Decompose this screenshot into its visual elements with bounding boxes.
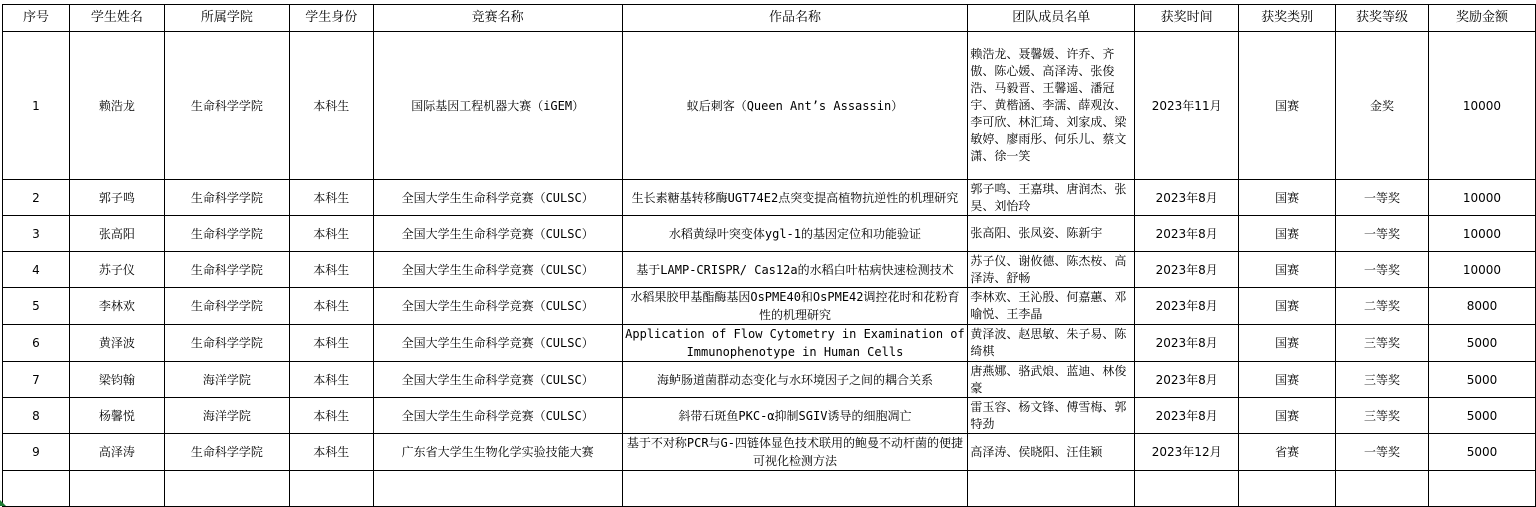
cell-college[interactable]: 生命科学学院 [164,325,289,362]
cell-work[interactable]: Application of Flow Cytometry in Examination of Immunophenotype in Human Cells [622,325,968,362]
cell-level[interactable]: 金奖 [1336,32,1429,180]
table-row [3,32,1536,180]
cell-members[interactable]: 高泽涛、侯晓阳、汪佳颖 [968,434,1135,471]
cell-time[interactable]: 2023年8月 [1135,288,1239,325]
cell-level[interactable]: 三等奖 [1336,398,1429,434]
cell-identity[interactable]: 本科生 [289,252,373,288]
cell-identity[interactable]: 本科生 [289,216,373,252]
cell-no[interactable]: 5 [3,288,70,325]
cell-name[interactable]: 杨馨悦 [69,398,164,434]
cell-amount[interactable]: 5000 [1428,434,1535,471]
cell-identity[interactable]: 本科生 [289,180,373,216]
cell-name[interactable]: 苏子仪 [69,252,164,288]
empty-cell[interactable] [622,471,968,507]
table-row [3,252,1536,288]
header-student-name[interactable]: 学生姓名 [69,5,164,32]
cell-members[interactable]: 张高阳、张凤姿、陈新宇 [968,216,1135,252]
header-amount[interactable]: 奖励金额 [1428,5,1535,32]
cell-identity[interactable]: 本科生 [289,288,373,325]
cell-identity[interactable]: 本科生 [289,32,373,180]
cell-members[interactable]: 雷玉容、杨文锋、傅雪梅、郭特劲 [968,398,1135,434]
cell-time[interactable]: 2023年8月 [1135,398,1239,434]
empty-cell[interactable] [373,471,622,507]
cell-time[interactable]: 2023年8月 [1135,362,1239,398]
cell-competition[interactable]: 全国大学生生命科学竞赛（CULSC） [373,288,622,325]
cell-name[interactable]: 梁钧翰 [69,362,164,398]
cell-competition[interactable]: 全国大学生生命科学竞赛（CULSC） [373,180,622,216]
cell-level[interactable]: 一等奖 [1336,180,1429,216]
header-identity[interactable]: 学生身份 [289,5,373,32]
cell-identity[interactable]: 本科生 [289,398,373,434]
cell-level[interactable]: 三等奖 [1336,362,1429,398]
cell-work[interactable]: 生长素糖基转移酶UGT74E2点突变提高植物抗逆性的机理研究 [622,180,968,216]
cell-members[interactable]: 郭子鸣、王嘉琪、唐润杰、张昊、刘怡玲 [968,180,1135,216]
cell-name[interactable]: 郭子鸣 [69,180,164,216]
empty-cell[interactable] [1428,471,1535,507]
table-row [3,216,1536,252]
cell-no[interactable]: 7 [3,362,70,398]
cell-category[interactable]: 国赛 [1239,325,1336,362]
cell-time[interactable]: 2023年11月 [1135,32,1239,180]
cell-work[interactable]: 斜带石斑鱼PKC-α抑制SGIV诱导的细胞凋亡 [622,398,968,434]
cell-no[interactable]: 4 [3,252,70,288]
cell-college[interactable]: 海洋学院 [164,398,289,434]
cell-members[interactable]: 苏子仪、谢攸德、陈杰桉、高泽涛、舒畅 [968,252,1135,288]
cell-amount[interactable]: 10000 [1428,32,1535,180]
cell-competition[interactable]: 全国大学生生命科学竞赛（CULSC） [373,216,622,252]
cell-amount[interactable]: 8000 [1428,288,1535,325]
cell-level[interactable]: 一等奖 [1336,434,1429,471]
empty-row [3,471,1536,507]
award-table [2,4,1536,507]
cell-competition[interactable]: 广东省大学生生物化学实验技能大赛 [373,434,622,471]
header-competition[interactable]: 竞赛名称 [373,5,622,32]
cell-competition[interactable]: 全国大学生生命科学竞赛（CULSC） [373,398,622,434]
cell-competition[interactable]: 国际基因工程机器大赛（iGEM） [373,32,622,180]
cell-competition[interactable]: 全国大学生生命科学竞赛（CULSC） [373,252,622,288]
header-time[interactable]: 获奖时间 [1135,5,1239,32]
table-row [3,398,1536,434]
cell-name[interactable]: 李林欢 [69,288,164,325]
cell-identity[interactable]: 本科生 [289,325,373,362]
header-work[interactable]: 作品名称 [622,5,968,32]
cell-time[interactable]: 2023年8月 [1135,252,1239,288]
cell-category[interactable]: 国赛 [1239,32,1336,180]
cell-competition[interactable]: 全国大学生生命科学竞赛（CULSC） [373,325,622,362]
cell-name[interactable]: 黄泽波 [69,325,164,362]
cell-no[interactable]: 6 [3,325,70,362]
cell-category[interactable]: 国赛 [1239,398,1336,434]
cell-college[interactable]: 生命科学学院 [164,252,289,288]
cell-members[interactable]: 李林欢、王沁殷、何嘉蕙、邓喻悦、王李晶 [968,288,1135,325]
cell-name[interactable]: 赖浩龙 [69,32,164,180]
cell-category[interactable]: 国赛 [1239,216,1336,252]
cell-category[interactable]: 国赛 [1239,288,1336,325]
cell-members[interactable]: 唐燕娜、骆武烺、蓝迪、林俊豪 [968,362,1135,398]
cell-work[interactable]: 水稻黄绿叶突变体ygl-1的基因定位和功能验证 [622,216,968,252]
cell-amount[interactable]: 5000 [1428,325,1535,362]
table-row [3,325,1536,362]
header-college[interactable]: 所属学院 [164,5,289,32]
cell-name[interactable]: 张高阳 [69,216,164,252]
cell-work[interactable]: 基于不对称PCR与G-四链体显色技术联用的鲍曼不动杆菌的便捷可视化检测方法 [622,434,968,471]
cell-college[interactable]: 生命科学学院 [164,180,289,216]
empty-cell[interactable] [3,471,70,507]
cell-category[interactable]: 国赛 [1239,180,1336,216]
table-row [3,180,1536,216]
cell-time[interactable]: 2023年12月 [1135,434,1239,471]
cell-college[interactable]: 海洋学院 [164,362,289,398]
cell-identity[interactable]: 本科生 [289,434,373,471]
cell-members[interactable]: 赖浩龙、聂馨媛、许乔、齐傲、陈心媛、高泽涛、张俊浩、马毅晋、王馨遥、潘冠宇、黄楷涵、李濡、薛观汝、李可欣、林汇琦、刘家成、梁敏婷、廖雨彤、何乐儿、蔡文潇、徐一笑 [968,32,1135,180]
cell-no[interactable]: 2 [3,180,70,216]
cell-work[interactable]: 海鲈肠道菌群动态变化与水环境因子之间的耦合关系 [622,362,968,398]
cell-college[interactable]: 生命科学学院 [164,288,289,325]
cell-work[interactable]: 水稻果胶甲基酯酶基因OsPME40和OsPME42调控花时和花粉育性的机理研究 [622,288,968,325]
cell-work[interactable]: 蚁后刺客（Queen Ant’s Assassin） [622,32,968,180]
header-level[interactable]: 获奖等级 [1336,5,1429,32]
cell-members[interactable]: 黄泽波、赵思敏、朱子易、陈绮棋 [968,325,1135,362]
empty-cell[interactable] [289,471,373,507]
header-row [3,5,1536,32]
cell-competition[interactable]: 全国大学生生命科学竞赛（CULSC） [373,362,622,398]
table-row [3,362,1536,398]
table-row [3,434,1536,471]
cell-level[interactable]: 二等奖 [1336,288,1429,325]
cell-amount[interactable]: 5000 [1428,362,1535,398]
cell-no[interactable]: 3 [3,216,70,252]
cell-level[interactable]: 一等奖 [1336,252,1429,288]
header-no[interactable]: 序号 [3,5,70,32]
cell-category[interactable]: 国赛 [1239,252,1336,288]
cell-college[interactable]: 生命科学学院 [164,434,289,471]
cell-college[interactable]: 生命科学学院 [164,216,289,252]
table-row [3,288,1536,325]
empty-cell[interactable] [69,471,164,507]
cell-time[interactable]: 2023年8月 [1135,325,1239,362]
cell-no[interactable]: 1 [3,32,70,180]
cell-name[interactable]: 高泽涛 [69,434,164,471]
cell-time[interactable]: 2023年8月 [1135,216,1239,252]
cell-college[interactable]: 生命科学学院 [164,32,289,180]
cell-amount[interactable]: 10000 [1428,180,1535,216]
header-members[interactable]: 团队成员名单 [968,5,1135,32]
empty-cell[interactable] [968,471,1135,507]
cell-identity[interactable]: 本科生 [289,362,373,398]
cell-no[interactable]: 8 [3,398,70,434]
cell-amount[interactable]: 10000 [1428,252,1535,288]
sheet-corner-marker [0,500,6,506]
cell-category[interactable]: 省赛 [1239,434,1336,471]
cell-level[interactable]: 三等奖 [1336,325,1429,362]
cell-amount[interactable]: 10000 [1428,216,1535,252]
header-category[interactable]: 获奖类别 [1239,5,1336,32]
cell-work[interactable]: 基于LAMP-CRISPR/ Cas12a的水稻白叶枯病快速检测技术 [622,252,968,288]
empty-cell[interactable] [1239,471,1336,507]
empty-cell[interactable] [1135,471,1239,507]
cell-amount[interactable]: 5000 [1428,398,1535,434]
cell-level[interactable]: 一等奖 [1336,216,1429,252]
cell-time[interactable]: 2023年8月 [1135,180,1239,216]
cell-no[interactable]: 9 [3,434,70,471]
empty-cell[interactable] [164,471,289,507]
cell-category[interactable]: 国赛 [1239,362,1336,398]
empty-cell[interactable] [1336,471,1429,507]
